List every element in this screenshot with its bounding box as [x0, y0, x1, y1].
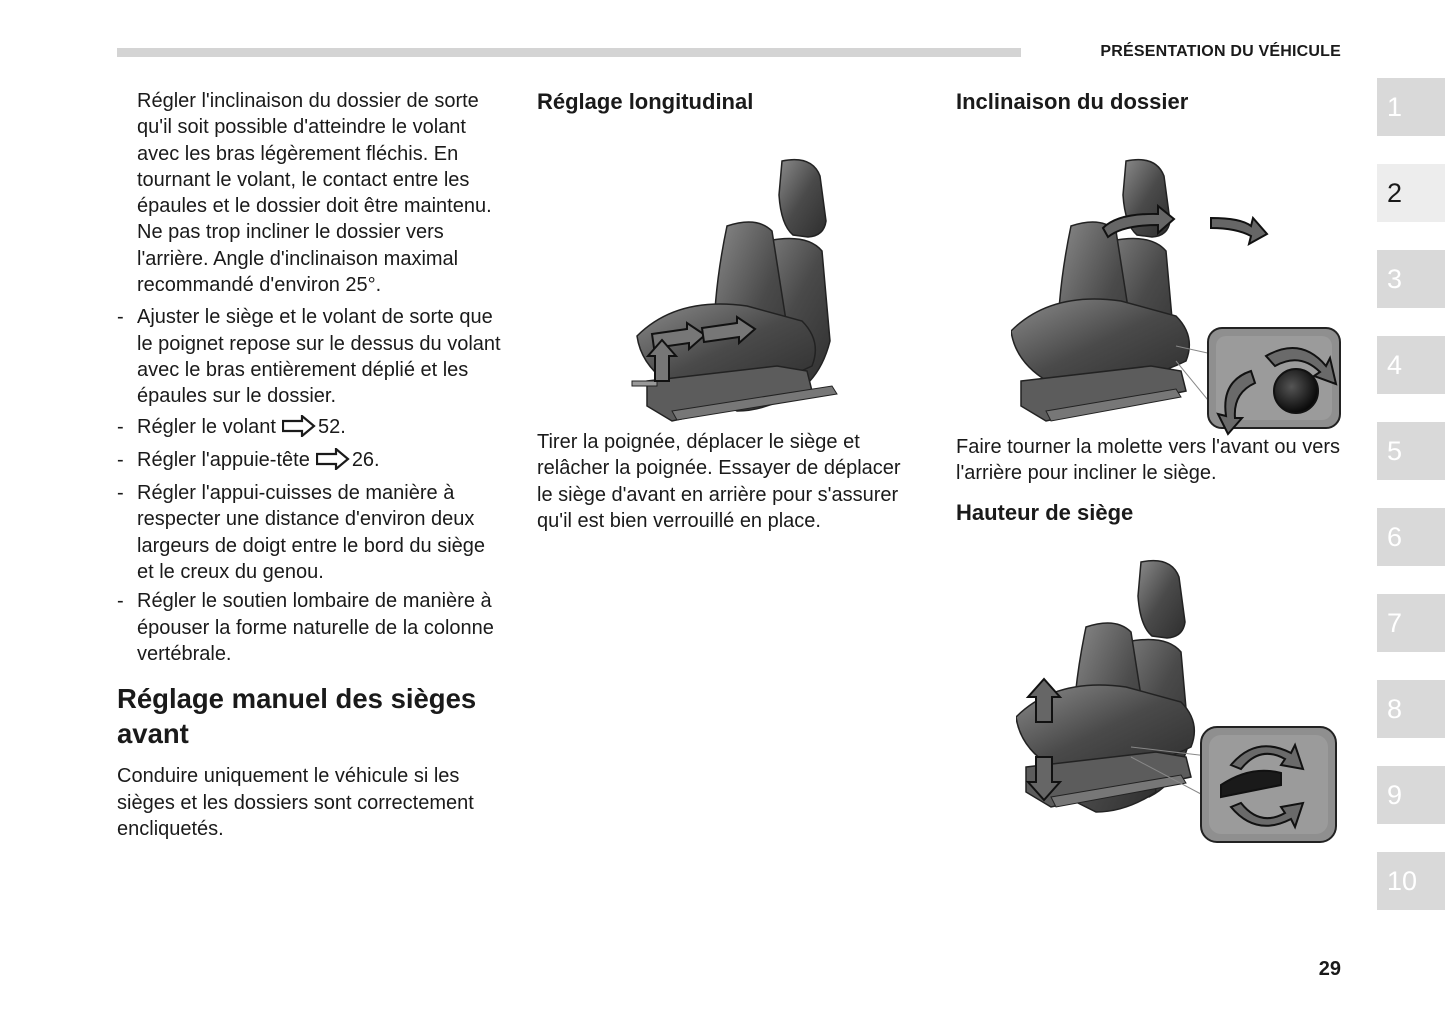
chapter-tab-6[interactable]: 6 [1377, 508, 1445, 566]
longitudinal-paragraph: Tirer la poignée, déplacer le siège et relâcher la poignée. Essayer de déplacer le siège d'avant en arrière pour s'assurer qu'il est bien verrouillé en place. [537, 431, 901, 532]
list-item: - Régler l'appui-cuisses de manière à respecter une distance d'environ deux largeurs de doigt entre le bord du siège et le creux du genou. [117, 482, 486, 584]
heading-longitudinal: Réglage longitudinal [537, 89, 754, 114]
column-left [117, 88, 502, 842]
heading-backrest-tilt: Inclinaison du dossier [956, 89, 1189, 114]
chapter-tab-5[interactable]: 5 [1377, 422, 1445, 480]
chapter-tab-9[interactable]: 9 [1377, 766, 1445, 824]
section-heading: Réglage manuel des sièges avant [117, 683, 477, 750]
heading-seat-height: Hauteur de siège [956, 499, 1134, 525]
seat-longitudinal-illustration [627, 156, 907, 431]
section-title: PRÉSENTATION DU VÉHICULE [1100, 43, 1341, 60]
chapter-tab-1[interactable]: 1 [1377, 78, 1445, 136]
chapter-tab-2[interactable]: 2 [1377, 164, 1445, 222]
column-right [956, 88, 1341, 847]
list-item: - Régler le soutien lombaire de manière à épouser la forme naturelle de la colonne vertébrale. [117, 590, 494, 665]
column-middle [537, 88, 907, 534]
chapter-tab-3[interactable]: 3 [1377, 250, 1445, 308]
chapter-tab-7[interactable]: 7 [1377, 594, 1445, 652]
seat-backrest-illustration [1011, 156, 1341, 436]
header-rule [117, 48, 1021, 57]
page-reference[interactable]: 52. [317, 415, 346, 438]
page-number: 29 [1318, 958, 1341, 980]
list-item: - Régler l'appuie-tête 26. [117, 448, 380, 471]
list-item: - Ajuster le siège et le volant de sorte que le poignet repose sur le dessus du volant avec le bras entièrement déplié et les épaules sur le dossier. [117, 306, 501, 408]
list-item: - Régler le volant 52. [117, 415, 346, 438]
page-reference-arrow-icon [316, 448, 350, 470]
intro-paragraph: Régler l'inclinaison du dossier de sorte qu'il soit possible d'atteindre le volant avec les bras légèrement fléchis. En tournant le volant, le contact entre les épaules et le dossier doit être maintenu. Ne pas trop incliner le dossier vers l'arrière. Angle d'inclinaison maximal recommandé d'environ 25°. [137, 90, 492, 297]
page-reference-arrow-icon [282, 415, 316, 437]
backrest-paragraph: Faire tourner la molette vers l'avant ou vers l'arrière pour incliner le siège. [956, 436, 1340, 485]
outro-paragraph: Conduire uniquement le véhicule si les sièges et les dossiers sont correctement encliquetés. [117, 765, 474, 840]
seat-height-illustration [1016, 557, 1341, 847]
page-reference[interactable]: 26. [351, 448, 380, 471]
chapter-tab-8[interactable]: 8 [1377, 680, 1445, 738]
chapter-tab-4[interactable]: 4 [1377, 336, 1445, 394]
chapter-tab-10[interactable]: 10 [1377, 852, 1445, 910]
